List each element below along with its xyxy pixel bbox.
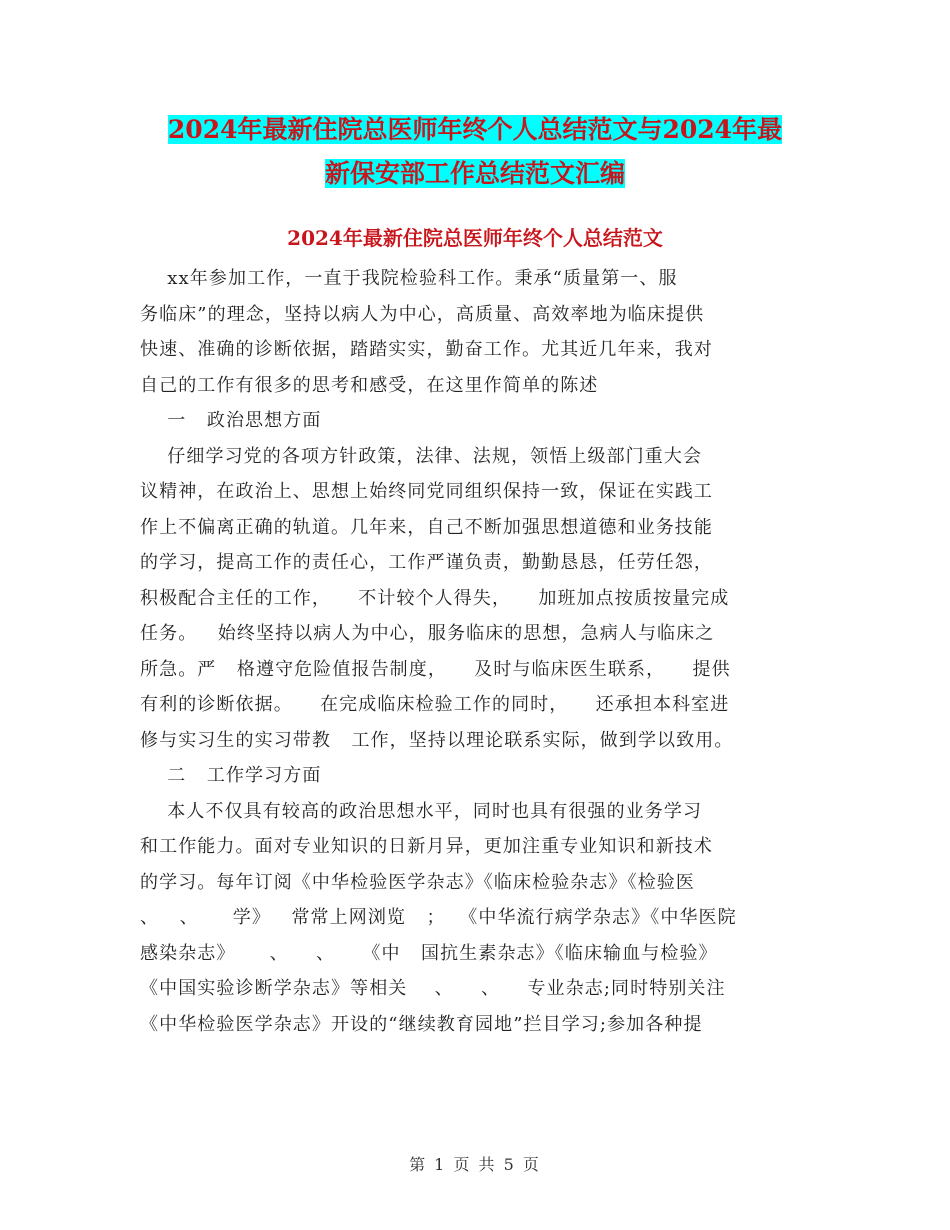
body-line: 任务。 始终坚持以病人为中心，服务临床的思想，急病人与临床之 xyxy=(140,623,715,644)
body-line: 感染杂志》 、 、 《中 国抗生素杂志》《临床输血与检验》 xyxy=(140,942,718,964)
body-line: 的学习。每年订阅《中华检验医学杂志》《临床检验杂志》《检验医 xyxy=(140,871,695,893)
body-line: 和工作能力。面对专业知识的日新月异，更加注重专业知识和新技术 xyxy=(140,836,713,857)
body-line: 一 政治思想方面 xyxy=(140,410,322,431)
body-line: 自己的工作有很多的思考和感受，在这里作简单的陈述 xyxy=(140,374,599,396)
body-line: 本人不仅具有较高的政治思想水平，同时也具有很强的业务学习 xyxy=(140,800,703,822)
document-title-line-2 xyxy=(0,152,950,196)
body-line: 快速、准确的诊断依据，踏踏实实，勤奋工作。尤其近几年来，我对 xyxy=(140,339,713,360)
body-line: 二 工作学习方面 xyxy=(140,765,322,786)
body-line: 务临床”的理念，坚持以病人为中心，高质量、高效率地为临床提供 xyxy=(140,303,705,325)
body-line: 的学习，提高工作的责任心，工作严谨负责，勤勤恳恳，任劳任怨， xyxy=(140,552,713,573)
body-line: 所急。严 格遵守危险值报告制度， 及时与临床医生联系， 提供 xyxy=(140,658,731,680)
body-text xyxy=(140,261,820,1042)
page-footer: 第 1 页 共 5 页 xyxy=(409,1155,541,1174)
body-line: 修与实习生的实习带教 工作，坚持以理论联系实际，做到学以致用。 xyxy=(140,729,734,751)
highlighted-title-text: 新保安部工作总结范文汇编 xyxy=(324,159,625,188)
body-line: 议精神，在政治上、思想上始终同党同组织保持一致，保证在实践工 xyxy=(140,481,713,502)
highlighted-title-text: 2024年最新住院总医师年终个人总结范文与2024年最 xyxy=(167,115,783,144)
body-line: 积极配合主任的工作， 不计较个人得失， 加班加点按质按量完成 xyxy=(140,587,730,609)
body-line: 作上不偏离正确的轨道。几年来，自己不断加强思想道德和业务技能 xyxy=(140,516,713,538)
body-line: 仔细学习党的各项方针政策，法律、法规，领悟上级部门重大会 xyxy=(140,445,703,467)
body-line: 《中华检验医学杂志》开设的“继续教育园地”拦目学习;参加各种提 xyxy=(140,1013,703,1035)
body-line: 《中国实验诊断学杂志》等相关 、 、 专业杂志;同时特别关注 xyxy=(140,978,726,999)
body-line: xx年参加工作，一直于我院检验科工作。秉承“质量第一、服 xyxy=(140,268,678,289)
document-title-line-1 xyxy=(0,108,950,152)
body-line: 有利的诊断依据。 在完成临床检验工作的同时， 还承担本科室进 xyxy=(140,694,730,715)
section-title: 2024年最新住院总医师年终个人总结范文 xyxy=(287,226,663,250)
body-line: 、 、 学》 常常上网浏览 ； 《中华流行病学杂志》《中华医院 xyxy=(140,907,737,928)
